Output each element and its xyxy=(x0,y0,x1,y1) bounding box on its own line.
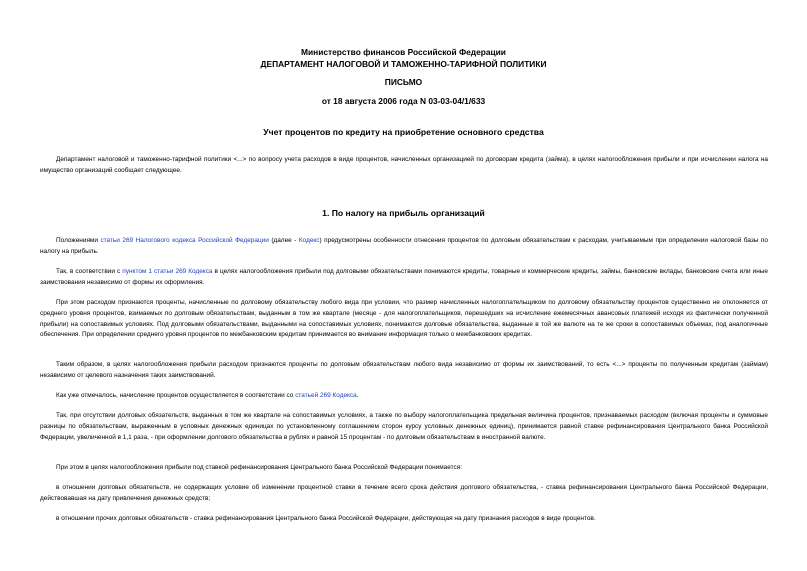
article-269-link[interactable]: статьи 269 Налогового кодекса Российской Федерации xyxy=(100,237,269,244)
paragraph-2 xyxy=(40,267,768,289)
paragraph-4: Таким образом, в целях налогообложения прибыли расходом признаются проценты по долговым обязательствам любого вида независимо от формы их заимствований, то есть <...> проценты по полученным кредитам (займам) независимо от целевого назначения таких заимствований. xyxy=(40,361,768,379)
paragraph-9: в отношении прочих долговых обязательств - ставка рефинансирования Центрального банка Российской Федерации, действующая на дату признания расходов в виде процентов. xyxy=(56,515,596,522)
paragraph-7: При этом в целях налогообложения прибыли под ставкой рефинансирования Центрального банка Российской Федерации понимается: xyxy=(56,464,462,471)
paragraph-text: (далее - xyxy=(268,237,299,244)
paragraph-3: При этом расходом признаются проценты, начисленные по долговому обязательству любого вида при условии, что размер начисленных налогоплательщиком по долговому обязательству процентов существенно не отклоняется от среднего уровня процентов, взимаемых по долговым обязательствам, выданным в том же квартале (месяце - для налогоплательщиков, перешедших на исчисление ежемесячных авансовых платежей исходя из фактически полученной прибыли) на сопоставимых условиях. Под долговыми обязательствами, выданными на сопоставимых условиях, понимаются долговые обязательства, выданные в той же валюте на те же сроки в сопоставимых объемах, под аналогичные обеспечения. При определении среднего уровня процентов по межбанковским кредитам принимается во внимание информация только о межбанковских кредитах. xyxy=(40,299,768,339)
paragraph-1 xyxy=(40,236,768,258)
department-name: ДЕПАРТАМЕНТ НАЛОГОВОЙ И ТАМОЖЕННО-ТАРИФНОЙ ПОЛИТИКИ xyxy=(260,59,547,69)
paragraph-5 xyxy=(40,391,768,402)
paragraph-text: Так, в соответствии с xyxy=(56,268,123,275)
paragraph-text: Положениями xyxy=(56,237,101,244)
paragraph-text: Как уже отмечалось, начисление процентов осуществляется в соответствии со xyxy=(56,392,296,399)
ministry-name: Министерство финансов Российской Федерации xyxy=(301,47,506,57)
section-title: 1. По налогу на прибыль организаций xyxy=(322,208,485,218)
paragraph-text: в целях налогообложения прибыли под долговыми обязательствами понимаются кредиты, товарные и коммерческие кредиты, займы, банковские вклады, банковские счета или иные заимствования независимо от формы их оформления. xyxy=(40,268,769,286)
paragraph-text: ) предусмотрены особенности отнесения процентов по долговым обязательствам к расходам, учитываемым при определении налоговой базы по налогу на прибыль. xyxy=(40,237,768,255)
document-date-number: от 18 августа 2006 года N 03-03-04/1/633 xyxy=(321,96,486,106)
code-link[interactable]: Кодекс xyxy=(298,237,320,244)
paragraph-6: Так, при отсутствии долговых обязательств, выданных в том же квартале на сопоставимых условиях, а также по выбору налогоплательщика предельная величина процентов, признаваемых расходом (включая проценты и суммовые разницы по обязательствам, выраженным в условных денежных единицах по установленному соглашением сторон курсу условных денежных единиц), принимается равной ставке рефинансирования Центрального банка Российской Федерации, увеличенной в 1,1 раза, - при оформлении долгового обязательства в рублях и равной 15 процентам - по долговым обязательствам в иностранной валюте. xyxy=(40,412,768,441)
document-type: ПИСЬМО xyxy=(384,77,423,87)
article-269-point-1-link[interactable]: пунктом 1 статьи 269 Кодекса xyxy=(122,268,213,275)
document-subject: Учет процентов по кредиту на приобретение основного средства xyxy=(263,127,544,137)
article-269-link-2[interactable]: статьей 269 Кодекса xyxy=(295,392,357,399)
paragraph-8: в отношении долговых обязательств, не содержащих условие об изменении процентной ставки в течение всего срока действия долгового обязательства, - ставка рефинансирования Центрального банка Российской Федерации, действовавшая на дату привлечения денежных средств; xyxy=(40,484,768,502)
document-header xyxy=(0,46,807,107)
paragraph-text: . xyxy=(356,392,359,399)
intro-paragraph: Департамент налоговой и таможенно-тарифной политики <...> по вопросу учета расходов в виде процентов, начисленных организацией по договорам кредита (займа), в целях налогообложения прибыли и при исчислении налога на имущество организаций сообщает следующее. xyxy=(40,156,768,174)
